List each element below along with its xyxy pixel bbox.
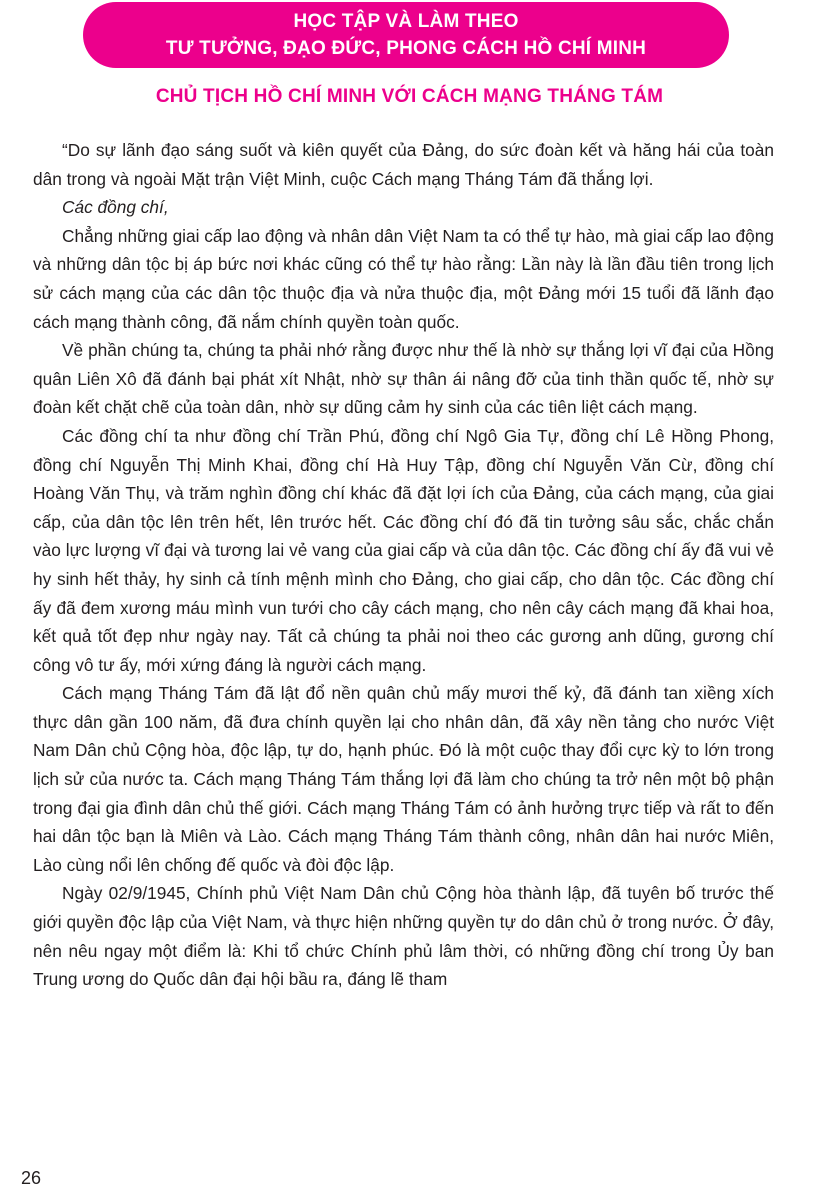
paragraph: Cách mạng Tháng Tám đã lật đổ nền quân chủ mấy mươi thế kỷ, đã đánh tan xiềng xích thực dân gần 100 năm, đã đưa chính quyền lại cho nhân dân, đã xây nền tảng cho nước Việt Nam Dân chủ Cộng hòa, độc lập, tự do, hạnh phúc. Đó là một cuộc thay đổi cực kỳ to lớn trong lịch sử của nước ta. Cách mạng Tháng Tám thắng lợi đã làm cho chúng ta trở nên một bộ phận trong đại gia đình dân chủ thế giới. Cách mạng Tháng Tám có ảnh hưởng trực tiếp và rất to đến hai dân tộc bạn là Miên và Lào. Cách mạng Tháng Tám thành công, nhân dân hai nước Miên, Lào cùng nổi lên chống đế quốc và đòi độc lập. [33,683,774,875]
article-body [33,136,774,994]
banner-line-1: HỌC TẬP VÀ LÀM THEO [293,11,519,32]
paragraph: Chẳng những giai cấp lao động và nhân dân Việt Nam ta có thể tự hào, mà giai cấp lao động và những dân tộc bị áp bức nơi khác cũng có thể tự hào rằng: Lần này là lần đầu tiên trong lịch sử cách mạng của các dân tộc thuộc địa và nửa thuộc địa, một Đảng mới 15 tuổi đã lãnh đạo cách mạng thành công, đã nắm chính quyền toàn quốc. [33,225,774,332]
paragraph: Về phần chúng ta, chúng ta phải nhớ rằng được như thế là nhờ sự thắng lợi vĩ đại của Hồng quân Liên Xô đã đánh bại phát xít Nhật, nhờ sự thân ái nâng đỡ của tinh thần quốc tế, nhờ sự đoàn kết chặt chẽ của toàn dân, nhờ sự dũng cảm hy sinh của các tiên liệt cách mạng. [33,340,774,418]
paragraph: Các đồng chí ta như đồng chí Trần Phú, đồng chí Ngô Gia Tự, đồng chí Lê Hồng Phong, đồng chí Nguyễn Thị Minh Khai, đồng chí Hà Huy Tập, đồng chí Nguyễn Văn Cừ, đồng chí Hoàng Văn Thụ, và trăm nghìn đồng chí khác đã đặt lợi ích của Đảng, của cách mạng, của giai cấp, của dân tộc lên trên hết, lên trước hết. Các đồng chí đó đã tin tưởng sâu sắc, chắc chắn vào lực lượng vĩ đại và tương lai vẻ vang của giai cấp và của dân tộc. Các đồng chí ấy đã vui vẻ hy sinh hết thảy, hy sinh cả tính mệnh mình cho Đảng, cho giai cấp, cho dân tộc. Các đồng chí ấy đã đem xương máu mình vun tưới cho cây cách mạng, cho nên cây cách mạng đã khai hoa, kết quả tốt đẹp như ngày nay. Tất cả chúng ta phải noi theo các gương anh dũng, gương chí công vô tư ấy, mới xứng đáng là người cách mạng. [33,425,774,675]
paragraph: Ngày 02/9/1945, Chính phủ Việt Nam Dân chủ Cộng hòa thành lập, đã tuyên bố trước thế giới quyền độc lập của Việt Nam, và thực hiện những quyền tự do dân chủ ở trong nước. Ở đây, nên nêu ngay một điểm là: Khi tổ chức Chính phủ lâm thời, có những đồng chí trong Ủy ban Trung ương do Quốc dân đại hội bầu ra, đáng lẽ tham [33,883,774,990]
section-banner [83,2,729,68]
article-title: CHỦ TỊCH HỒ CHÍ MINH VỚI CÁCH MẠNG THÁNG TÁM [155,86,664,107]
page-number: 26 [21,1168,42,1188]
paragraph: “Do sự lãnh đạo sáng suốt và kiên quyết của Đảng, do sức đoàn kết và hăng hái của toàn dân trong và ngoài Mặt trận Việt Minh, cuộc Cách mạng Tháng Tám đã thắng lợi. [33,140,774,189]
banner-line-2: TƯ TƯỞNG, ĐẠO ĐỨC, PHONG CÁCH HỒ CHÍ MINH [165,38,647,59]
salutation: Các đồng chí, [62,197,169,218]
